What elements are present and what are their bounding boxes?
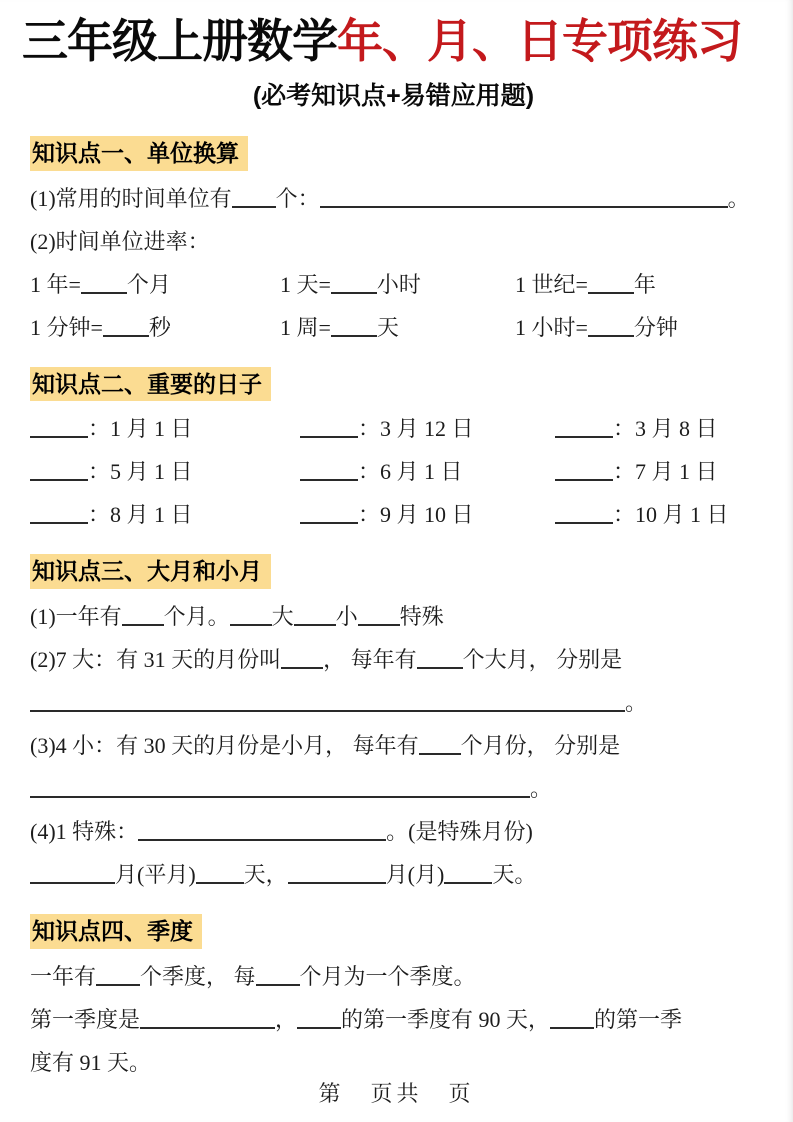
conversion-item — [280, 312, 515, 343]
blank-line — [320, 190, 728, 208]
text-segment: (1)常用的时间单位有 — [30, 185, 232, 211]
conversion-item — [515, 269, 656, 300]
question-line — [30, 183, 757, 214]
page-subtitle: (必考知识点+易错应用题) — [252, 81, 535, 110]
text-segment: ：1 月 1 日 — [88, 416, 193, 442]
section-heading — [30, 367, 757, 402]
text-segment: 个大月， 分别是 — [462, 647, 623, 673]
section-unit-conversion — [30, 136, 757, 343]
text-segment: 个月 — [126, 271, 171, 297]
blank-line — [300, 463, 358, 481]
blank-line — [294, 608, 336, 626]
text-segment: 的第一季 — [594, 1006, 683, 1032]
text-segment: 1 年= — [30, 271, 81, 297]
text-segment: 1 天= — [280, 271, 331, 297]
page-footer: 第 页共 页 — [318, 1081, 475, 1106]
date-item — [555, 413, 718, 444]
text-segment: 。 — [727, 185, 750, 211]
text-segment: 大 — [271, 604, 294, 630]
page-title — [22, 12, 757, 72]
blank-line — [30, 463, 88, 481]
question-line — [30, 1004, 757, 1035]
text-segment: ：5 月 1 日 — [88, 459, 193, 485]
date-item — [30, 499, 300, 530]
blank-line — [288, 866, 386, 884]
date-item — [555, 499, 729, 530]
text-segment: ：3 月 12 日 — [358, 416, 474, 442]
text-segment: 1 小时= — [515, 314, 588, 340]
text-segment: 个： — [275, 185, 320, 211]
section-big-small-months — [30, 554, 757, 890]
date-item — [30, 413, 300, 444]
date-item — [30, 456, 300, 487]
text-segment: 特殊 — [399, 604, 444, 630]
blank-line — [297, 1011, 341, 1029]
blank-line — [419, 737, 461, 755]
section-important-days — [30, 367, 757, 531]
text-segment: 月(平月) — [115, 862, 196, 888]
blank-line — [30, 780, 530, 798]
blank-line — [550, 1011, 594, 1029]
text-segment: 1 分钟= — [30, 314, 103, 340]
text-segment: 小 — [335, 604, 358, 630]
date-row — [30, 413, 757, 444]
text-segment: (3)4 小：有 30 天的月份是小月， 每年有 — [30, 733, 419, 759]
blank-line — [555, 506, 613, 524]
blank-line — [588, 319, 634, 337]
text-segment: 。 — [625, 690, 648, 716]
question-line — [30, 644, 757, 675]
blank-line — [588, 276, 634, 294]
date-item — [300, 456, 555, 487]
blank-line — [196, 866, 244, 884]
title-black-part: 三年级上册数学 — [22, 15, 337, 67]
text-segment: 个月份， 分别是 — [460, 733, 621, 759]
section-heading-highlight: 知识点三、大月和小月 — [30, 554, 271, 589]
blank-line — [103, 319, 149, 337]
text-segment: 月(月) — [385, 862, 445, 888]
section-heading — [30, 136, 757, 171]
text-segment: 度有 91 天。 — [30, 1049, 152, 1075]
section-heading — [30, 914, 757, 949]
blank-line — [331, 319, 377, 337]
blank-line — [30, 866, 115, 884]
text-segment: ：9 月 10 日 — [358, 502, 474, 528]
text-segment: 第一季度是 — [30, 1006, 141, 1032]
blank-line — [96, 968, 140, 986]
question-line — [30, 226, 757, 257]
conversion-item — [280, 269, 515, 300]
section-heading-highlight: 知识点四、季度 — [30, 914, 202, 949]
blank-line — [331, 276, 377, 294]
blank-line — [555, 463, 613, 481]
blank-line — [230, 608, 272, 626]
conversion-row — [30, 269, 757, 300]
section-heading — [30, 554, 757, 589]
question-line — [30, 816, 757, 847]
text-segment: 个季度， 每 — [140, 963, 256, 989]
date-item — [555, 456, 718, 487]
text-segment: (2)7 大：有 31 天的月份叫 — [30, 647, 282, 673]
conversion-item — [30, 269, 280, 300]
text-segment: 小时 — [376, 271, 421, 297]
blank-line — [358, 608, 400, 626]
question-line — [30, 961, 757, 992]
text-segment: 天。 — [492, 862, 537, 888]
text-segment: ：7 月 1 日 — [613, 459, 718, 485]
blank-line — [122, 608, 164, 626]
text-segment: 年 — [633, 271, 656, 297]
text-segment: 1 周= — [280, 314, 331, 340]
text-segment: 。 — [530, 776, 553, 802]
date-row — [30, 499, 757, 530]
blank-line — [417, 651, 463, 669]
section-quarters — [30, 914, 757, 1078]
blank-line — [256, 968, 300, 986]
text-segment: 一年有 — [30, 963, 97, 989]
text-segment: ， — [275, 1006, 298, 1032]
text-segment: 天， — [243, 862, 288, 888]
blank-line — [300, 420, 358, 438]
section-heading-highlight: 知识点二、重要的日子 — [30, 367, 271, 402]
conversion-item — [30, 312, 280, 343]
title-red-part: 年、月、日专项练习 — [337, 15, 742, 67]
blank-line — [81, 276, 127, 294]
text-segment: 的第一季度有 90 天， — [341, 1006, 551, 1032]
text-segment: ：3 月 8 日 — [613, 416, 718, 442]
text-segment: 1 世纪= — [515, 271, 588, 297]
date-item — [300, 413, 555, 444]
section-heading-highlight: 知识点一、单位换算 — [30, 136, 248, 171]
text-segment: (1)一年有 — [30, 604, 122, 630]
text-segment: 个月为一个季度。 — [299, 963, 476, 989]
question-line — [30, 859, 757, 890]
text-segment: ：6 月 1 日 — [358, 459, 463, 485]
question-line — [30, 730, 757, 761]
blank-line — [30, 506, 88, 524]
text-segment: 秒 — [148, 314, 171, 340]
question-line — [30, 601, 757, 632]
answer-blank-line — [30, 687, 757, 718]
text-segment: ， 每年有 — [323, 647, 417, 673]
blank-line — [555, 420, 613, 438]
conversion-item — [515, 312, 678, 343]
text-segment: 分钟 — [633, 314, 678, 340]
blank-line — [30, 420, 88, 438]
blank-line — [140, 1011, 275, 1029]
text-segment: (4)1 特殊： — [30, 819, 139, 845]
text-segment: 天 — [376, 314, 399, 340]
question-line — [30, 1047, 757, 1078]
text-segment: 。(是特殊月份) — [386, 819, 533, 845]
text-segment: ：8 月 1 日 — [88, 502, 193, 528]
date-item — [300, 499, 555, 530]
answer-blank-line — [30, 773, 757, 804]
blank-line — [281, 651, 323, 669]
text-segment: (2)时间单位进率： — [30, 228, 210, 254]
blank-line — [444, 866, 492, 884]
text-segment: 个月。 — [163, 604, 230, 630]
text-segment: ：10 月 1 日 — [613, 502, 729, 528]
blank-line — [138, 823, 386, 841]
conversion-row — [30, 312, 757, 343]
blank-line — [300, 506, 358, 524]
date-row — [30, 456, 757, 487]
blank-line — [30, 694, 625, 712]
blank-line — [232, 190, 276, 208]
